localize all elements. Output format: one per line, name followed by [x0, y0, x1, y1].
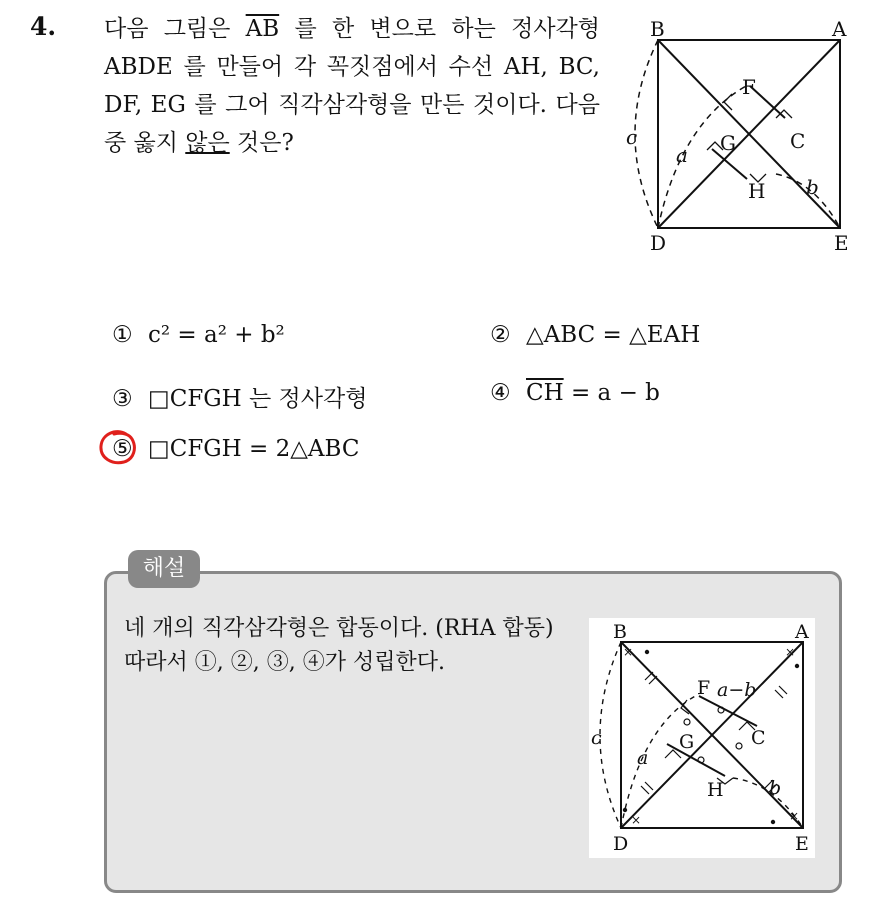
label-side-a: a: [676, 143, 688, 167]
sol-label-b: B: [613, 621, 627, 643]
label-b: B: [650, 17, 665, 41]
choice-4[interactable]: [490, 380, 660, 406]
choice-2[interactable]: [490, 322, 700, 348]
choice-1[interactable]: [112, 322, 285, 348]
question-text-part-2: 를 한 변으로 하는 정사각형 ABDE 를 만들어 각 꼭짓점에서 수선 AH, BC, DF, EG 를 그어 직각삼각형을 만든 것이다. 다음 중 옳지: [104, 16, 600, 156]
label-side-c: c: [626, 125, 638, 149]
choice-number: ⑤: [112, 436, 133, 462]
choice-text: □CFGH 는 정사각형: [148, 386, 368, 412]
label-f: F: [742, 75, 756, 99]
question-text-part-3: 것은?: [229, 130, 294, 156]
sol-label-a: A: [795, 621, 809, 643]
label-d: D: [650, 231, 667, 255]
segment-ab: $\overline{AB}$: [245, 16, 280, 42]
sol-label-a-minus-b: a−b: [717, 679, 757, 701]
label-h: H: [748, 179, 766, 203]
question-text-part-1: 다음 그림은: [104, 16, 246, 42]
sol-label-f: F: [697, 677, 711, 699]
segment-ch: $\overline{CH}$: [526, 380, 564, 406]
choice-number: ④: [490, 380, 511, 406]
arc-a: [658, 86, 746, 228]
label-e: E: [834, 231, 849, 255]
sol-label-side-c: c: [591, 727, 602, 749]
choice-number: ②: [490, 322, 511, 348]
underlined-word: 않은: [185, 130, 230, 156]
sol-label-h: H: [707, 779, 724, 801]
square-figure: [620, 14, 860, 264]
solution-tab: 해설: [128, 550, 200, 588]
label-g: G: [720, 131, 736, 155]
solution-figure: [589, 618, 815, 858]
choice-3[interactable]: [112, 380, 367, 413]
choice-5[interactable]: [112, 436, 359, 462]
solution-text: [124, 612, 574, 680]
sol-label-side-a: a: [637, 747, 649, 769]
question-number: 4.: [30, 12, 57, 41]
label-a: A: [832, 17, 847, 41]
svg-text:×: ×: [789, 809, 800, 823]
sol-label-c: C: [751, 727, 766, 749]
choice-text: = a − b: [563, 380, 660, 406]
choice-text: □CFGH = 2△ABC: [148, 436, 360, 462]
choice-number: ①: [112, 322, 133, 348]
svg-text:×: ×: [631, 813, 642, 827]
svg-text:×: ×: [785, 645, 796, 659]
label-c: C: [790, 129, 806, 153]
sol-label-g: G: [679, 731, 695, 753]
choice-number: ③: [112, 386, 133, 412]
label-side-b: b: [806, 175, 819, 199]
sol-label-d: D: [613, 833, 629, 855]
choice-text: △ABC = △EAH: [526, 322, 701, 348]
solution-line-2: 따라서 ①, ②, ③, ④가 성립한다.: [124, 650, 445, 675]
sol-label-side-b: b: [769, 777, 782, 799]
arc-c: [635, 40, 658, 228]
sol-label-e: E: [795, 833, 809, 855]
answer-mark-icon: [96, 428, 140, 468]
svg-text:×: ×: [623, 645, 634, 659]
solution-line-1: 네 개의 직각삼각형은 합동이다. (RHA 합동): [124, 616, 554, 641]
choice-text: c² = a² + b²: [148, 322, 285, 348]
question-text: [104, 10, 600, 162]
